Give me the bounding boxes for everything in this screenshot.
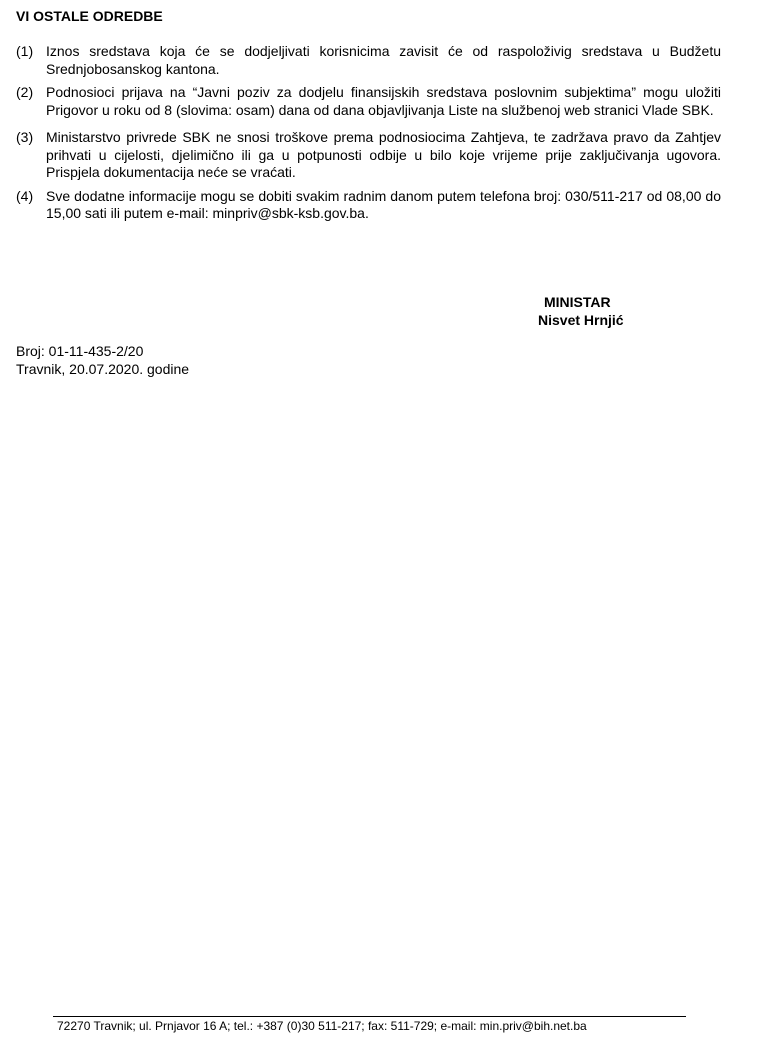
provision-item-1 (16, 43, 721, 78)
section-heading: VI OSTALE ODREDBE (16, 8, 163, 24)
document-number: Broj: 01-11-435-2/20 (16, 343, 144, 359)
provisions-list (16, 43, 721, 229)
provision-number: (1) (16, 43, 34, 59)
provision-text: Podnosioci prijava na “Javni poziv za dodjelu finansijskih sredstava poslovnim subjektima” mogu uložiti Prigovor u roku od 8 (slovima: osam) dana od dana objavljivanja Liste na službenoj web stranici Vlade SBK. (46, 84, 721, 118)
footer-contact: 72270 Travnik; ul. Prnjavor 16 A; tel.: +387 (0)30 511-217; fax: 511-729; e-mail: min.priv@bih.net.ba (57, 1019, 587, 1033)
provision-item-3 (16, 129, 721, 182)
provision-text: Iznos sredstava koja će se dodjeljivati korisnicima zavisit će od raspoloživig sredstava u Budžetu Srednjobosanskog kantona. (46, 43, 721, 77)
footer-divider (53, 1016, 686, 1017)
provision-item-2 (16, 84, 721, 119)
document-meta (16, 343, 189, 378)
signature-title: MINISTAR (544, 294, 611, 310)
provision-number: (3) (16, 129, 34, 145)
provision-text: Ministarstvo privrede SBK ne snosi troškove prema podnosiocima Zahtjeva, te zadržava pravo da Zahtjev prihvati u cijelosti, djelimično ili ga u potpunosti odbije u bilo koje vrijeme prije zaključivanja ugovora. Prispjela dokumentacija neće se vraćati. (46, 129, 721, 180)
provision-text: Sve dodatne informacije mogu se dobiti svakim radnim danom putem telefona broj: 030/511-217 od 08,00 do 15,00 sati ili putem e-mail: minpriv@sbk-ksb.gov.ba. (46, 187, 721, 221)
provision-number: (4) (16, 187, 34, 204)
provision-number: (2) (16, 84, 34, 100)
document-place-date: Travnik, 20.07.2020. godine (16, 360, 190, 377)
signature-name: Nisvet Hrnjić (538, 312, 624, 328)
provision-item-4 (16, 188, 721, 223)
